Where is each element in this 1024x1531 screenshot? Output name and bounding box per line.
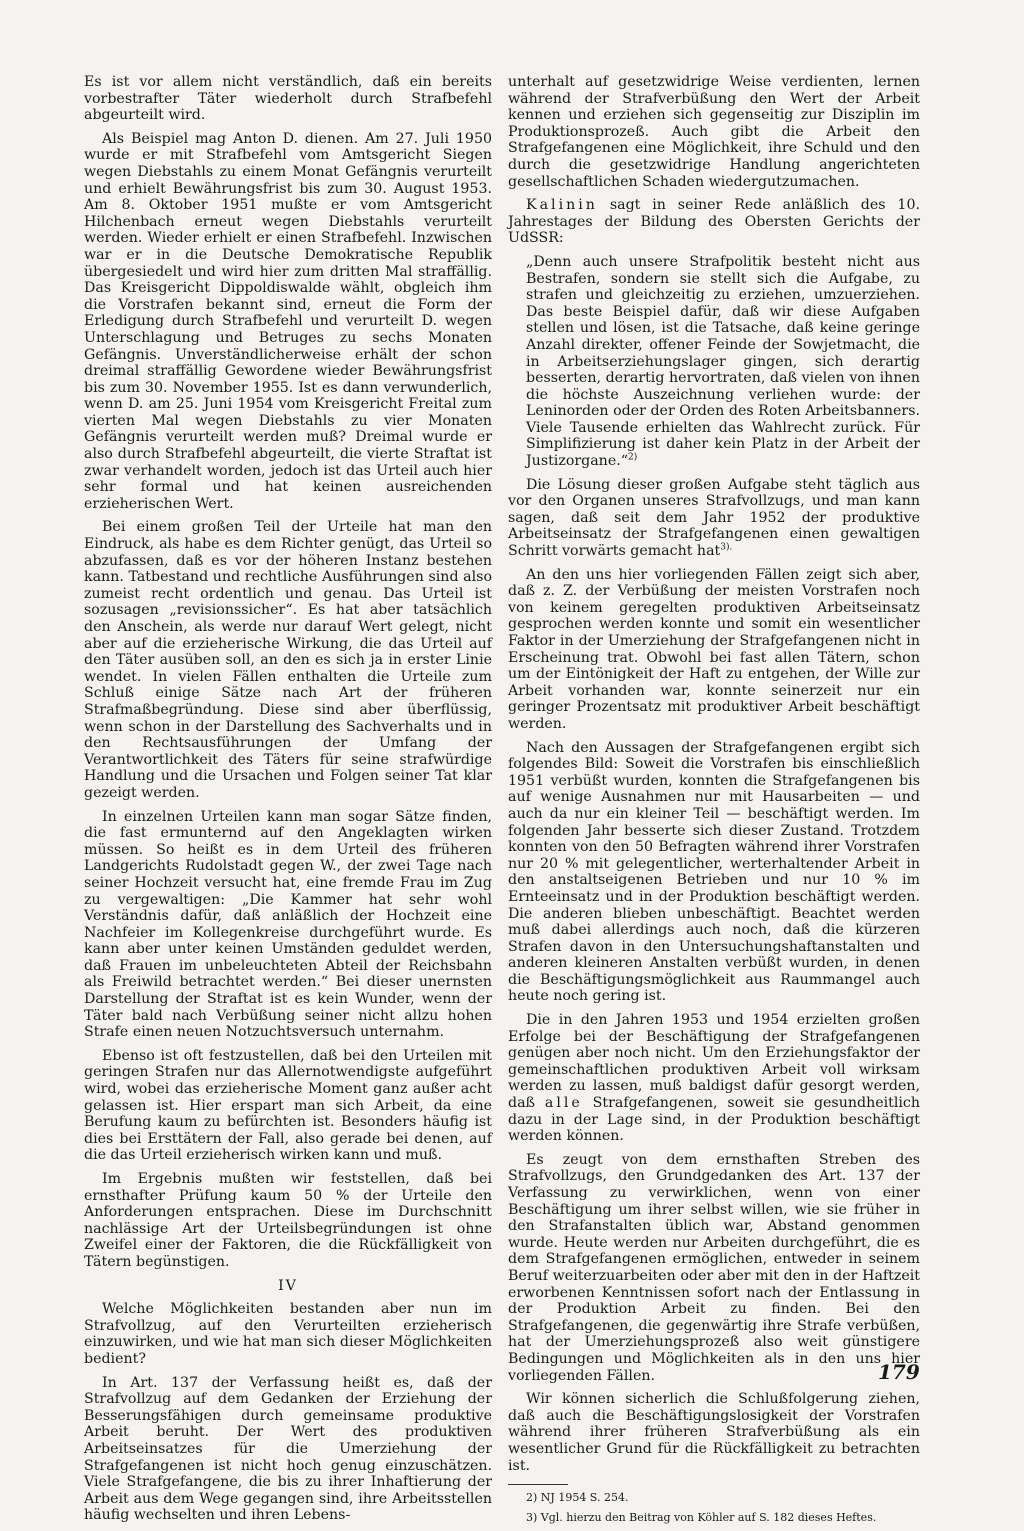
paragraph xyxy=(508,74,920,190)
paragraph xyxy=(508,1012,920,1145)
paragraph-text: Wir können sicherlich die Schlußfolgerung ziehen, daß auch die Beschäftigungslosigkeit der Vorstrafen während ihrer früheren Strafverbüßung als ein wesentlicher Grund für die Rückfälligkeit zu betrachten ist. xyxy=(508,1391,920,1474)
footnote: 3) Vgl. hierzu den Beitrag von Köhler auf S. 182 dieses Heftes. xyxy=(526,1511,877,1525)
paragraph xyxy=(508,1152,920,1384)
paragraph-text: unterhalt auf gesetzwidrige Weise verdienten, lernen während der Strafverbüßung den Wert der Arbeit kennen und erziehen sich gegenseitig zur Disziplin im Produktionsprozeß. Auch gibt die Arbeit den Strafgefangenen eine Möglichkeit, ihre Schuld und den durch die gesetzwidrige Handlung angerichteten gesellschaftlichen Schaden wiedergutzumachen. xyxy=(508,74,920,190)
paragraph xyxy=(84,1048,492,1164)
paragraph xyxy=(508,567,920,733)
paragraph-text: In einzelnen Urteilen kann man sogar Sätze finden, die fast ermunternd auf den Angeklagten wirken müssen. So heißt es in dem Urteil des früheren Landgerichts Rudolstadt gegen W., der zwei Tage nach seiner Hochzeit versucht hat, eine fremde Frau im Zug zu vergewaltigen: „Die Kammer hat sehr wohl Verständnis dafür, daß anläßlich der Hochzeit eine Nachfeier im Kollegenkreise durchgeführt wurde. Es kann aber unter keinen Umständen geduldet werden, daß Frauen im unbeleuchteten Abteil der Reichsbahn als Freiwild betrachtet werden.“ Bei dieser unernsten Darstellung der Straftat ist es kein Wunder, wenn der Täter bald nach Verbüßung seiner nicht allzu hohen Strafe einen neuen Notzuchtsversuch unternahm. xyxy=(84,808,492,1041)
paragraph xyxy=(84,1375,492,1524)
paragraph-text: Strafgefangenen, soweit sie gesundheitlich dazu in der Lage sind, in der Produktion beschäftigt werden können. xyxy=(508,1095,920,1145)
paragraph-text: sagt in seiner Rede anläßlich des 10. Jahrestages der Bildung des Obersten Gerichts der UdSSR: xyxy=(508,197,920,247)
spaced-name: Kalinin xyxy=(526,197,598,214)
footnote-divider xyxy=(508,1484,568,1485)
paragraph xyxy=(84,131,492,513)
block-quote xyxy=(526,254,920,470)
footnote-ref: 2) xyxy=(627,452,638,463)
paragraph-text: An den uns hier vorliegenden Fällen zeigt sich aber, daß z. Z. der Verbüßung der meisten Vorstrafen noch von keinem geregelten produktiven Arbeitseinsatz gesprochen werden konnte und somit ein wesentlicher Faktor in der Umerziehung der Strafgefangenen nicht in Erscheinung trat. Obwohl bei fast allen Tätern, schon um der Eintönigkeit der Haft zu entgehen, der Wille zur Arbeit vorhanden war, konnte seinerzeit nur ein geringer Prozentsatz mit produktiver Arbeit beschäftigt werden. xyxy=(508,566,920,732)
section-heading: IV xyxy=(278,1277,298,1294)
paragraph xyxy=(508,740,920,1006)
paragraph-text: Welche Möglichkeiten bestanden aber nun im Strafvollzug, auf den Verurteilten erzieherisch einzuwirken, und wie hat man sich dieser Möglichkeiten bedient? xyxy=(84,1301,492,1367)
paragraph-text: Es ist vor allem nicht verständlich, daß ein bereits vorbestrafter Täter wiederholt durch Strafbefehl abgeurteilt wird. xyxy=(84,74,492,124)
page-number: 179 xyxy=(878,1360,920,1384)
paragraph xyxy=(84,519,492,801)
paragraph-text: Ebenso ist oft festzustellen, daß bei den Urteilen mit geringen Strafen nur das Allernotwendigste aufgeführt wird, wobei das erzieherische Moment ganz außer acht gelassen ist. Hier erspart man sich Arbeit, da eine Berufung kaum zu befürchten ist. Besonders häufig ist dies bei Ersttätern der Fall, also gerade bei denen, auf die das Urteil erzieherisch wirken kann und muß. xyxy=(84,1047,492,1164)
paragraph-text: Im Ergebnis mußten wir feststellen, daß bei ernsthafter Prüfung kaum 50 % der Urteile den Anforderungen entsprachen. Diese im Durchschnitt nachlässige Art der Urteilsbegründungen ist ohne Zweifel einer der Faktoren, die die Rückfälligkeit von Tätern begünstigen. xyxy=(84,1171,492,1270)
paragraph-text: Es zeugt von dem ernsthaften Streben des Strafvollzugs, den Grundgedanken des Art. 137 der Verfassung zu verwirklichen, wenn von einer Beschäftigung um ihrer selbst willen, wie sie früher in den Strafanstalten üblich war, Abstand genommen wurde. Heute werden nur Arbeiten durchgeführt, die es dem Strafgefangenen ermöglichen, entweder in seinem Beruf weiterzuarbeiten oder aber mit den in der Haftzeit erworbenen Kenntnissen sofort nach der Entlassung in der Produktion Arbeit zu finden. Bei den Strafgefangenen, die gegenwärtig ihre Strafe verbüßen, hat der Umerziehungsprozeß also weit günstigere Bedingungen und Möglichkeiten als in den uns hier vorliegenden Fällen. xyxy=(508,1151,920,1384)
footnote-ref: 3). xyxy=(720,542,733,553)
paragraph-text: In Art. 137 der Verfassung heißt es, daß der Strafvollzug auf dem Gedanken der Erziehung der Besserungsfähigen durch gemeinsame produktive Arbeit beruht. Der Wert des produktiven Arbeitseinsatzes für die Umerziehung der Strafgefangenen ist nicht hoch genug einzuschätzen. Viele Strafgefangene, die bis zu ihrer Inhaftierung der Arbeit aus dem Wege gegangen sind, ihre Arbeitsstellen häufig wechselten und ihren Lebens- xyxy=(84,1374,492,1524)
paragraph xyxy=(84,1171,492,1271)
left-column xyxy=(84,74,492,1531)
paragraph-text: Die Lösung dieser großen Aufgabe steht täglich aus vor den Organen unseres Strafvollzugs, und man kann sagen, daß seit dem Jahr 1952 der produktive Arbeitseinsatz der Strafgefangenen einen gewaltigen Schritt vorwärts gemacht hat xyxy=(508,476,920,560)
spaced-word: alle xyxy=(544,1095,583,1112)
paragraph-text: Als Beispiel mag Anton D. dienen. Am 27. Juli 1950 wurde er mit Strafbefehl vom Amtsgericht Siegen wegen Diebstahls zu einem Monat Gefängnis verurteilt und erhielt Bewährungsfrist bis zum 30. August 1953. Am 8. Oktober 1951 mußte er vom Amtsgericht Hilchenbach erneut wegen Diebstahls verurteilt werden. Wieder erhielt er einen Strafbefehl. Inzwischen war er in die Deutsche Demokratische Republik übergesiedelt und wird hier zum dritten Mal straffällig. Das Kreisgericht Dippoldiswalde wählt, obgleich ihm die Vorstrafen bekannt sind, erneut die Form der Erledigung durch Strafbefehl und verurteilt D. wegen Unterschlagung und Betruges zu sechs Monaten Gefängnis. Unverständlicherweise erhält der schon dreimal straffällig Gewordene wieder Bewährungsfrist bis zum 30. November 1955. Ist es dann verwunderlich, wenn D. am 25. Juni 1954 vom Kreisgericht Freital zum vierten Mal wegen Diebstahls zu vier Monaten Gefängnis verurteilt werden muß? Dreimal wurde er also durch Strafbefehl abgeurteilt, die vierte Straftat ist zwar verhandelt worden, jedoch ist das Urteil auch hier sehr formal und hat keinen ausreichenden erzieherischen Wert. xyxy=(84,130,492,512)
paragraph-text: Die in den Jahren 1953 und 1954 erzielten großen Erfolge bei der Beschäftigung der Strafgefangenen genügen aber noch nicht. Um den Erziehungsfaktor der gemeinschaftlichen produktiven Arbeit voll wirksam werden zu lassen, muß baldigst dafür gesorgt werden, daß xyxy=(508,1012,920,1112)
paragraph xyxy=(508,477,920,560)
paragraph xyxy=(84,1301,492,1367)
quote-text: „Denn auch unsere Strafpolitik besteht nicht aus Bestrafen, sondern sie stellt sich die Aufgabe, zu strafen und gleichzeitig zu erziehen, umzuerziehen. Das beste Beispiel dafür, daß wir diese Aufgaben stellen und lösen, ist die Tatsache, daß keine geringe Anzahl direkter, offener Feinde der Sowjetmacht, die in Arbeitserziehungslager gingen, sich derartig besserten, derartig hervortraten, daß vielen von ihnen die höchste Auszeichnung verliehen wurde: der Leninorden oder der Orden des Roten Arbeitsbanners. Viele Tausende erhielten das Wahlrecht zurück. Für Simplifizierung ist daher kein Platz in der Arbeit der Justizorgane.“ xyxy=(526,253,920,470)
paragraph xyxy=(508,197,920,247)
footnote: 2) NJ 1954 S. 254. xyxy=(526,1491,629,1505)
paragraph-text: Nach den Aussagen der Strafgefangenen ergibt sich folgendes Bild: Soweit die Vorstrafen bis einschließlich 1951 verbüßt wurden, konnten die Strafgefangenen bis auf wenige Ausnahmen nur mit Hausarbeiten — und auch da nur ein kleiner Teil — beschäftigt werden. Im folgenden Jahr besserte sich dieser Zustand. Trotzdem konnten von den 50 Befragten während ihrer Vorstrafen nur 20 % mit gelegentlicher, werterhaltender Arbeit in den anstaltseigenen Betrieben und nur 10 % im Ernteeinsatz und in der Produktion beschäftigt werden. Die anderen blieben unbeschäftigt. Beachtet werden muß dabei allerdings auch noch, daß die kürzeren Strafen davon in den Untersuchungshaftanstalten und anderen kleineren Anstalten verbüßt wurden, in denen die Beschäftigungsmöglichkeit aus Raummangel auch heute noch gering ist. xyxy=(508,739,920,1005)
right-column xyxy=(508,74,920,1531)
paragraph xyxy=(84,809,492,1041)
paragraph xyxy=(508,1391,920,1474)
paragraph-text: Bei einem großen Teil der Urteile hat man den Eindruck, als habe es dem Richter genügt, das Urteil so abzufassen, daß es vor der höheren Instanz bestehen kann. Tatbestand und rechtliche Ausführungen sind also zumeist recht ordentlich und genau. Das Urteil ist sozusagen „revisionssicher“. Es hat aber tatsächlich den Anschein, als werde nur darauf Wert gelegt, nicht aber auf die erzieherische Wirkung, die das Urteil auf den Täter ausüben soll, an den es sich ja in erster Linie wendet. In vielen Fällen enthalten die Urteile zum Schluß einige Sätze nach Art der früheren Strafmaßbegründung. Diese sind aber überflüssig, wenn schon in der Darstellung des Sachverhalts und in den Rechtsausführungen der Umfang der Verantwortlichkeit des Täters für seine strafwürdige Handlung und die Ursachen und Folgen seiner Tat klar gezeigt werden. xyxy=(84,519,492,801)
paragraph xyxy=(84,74,492,124)
